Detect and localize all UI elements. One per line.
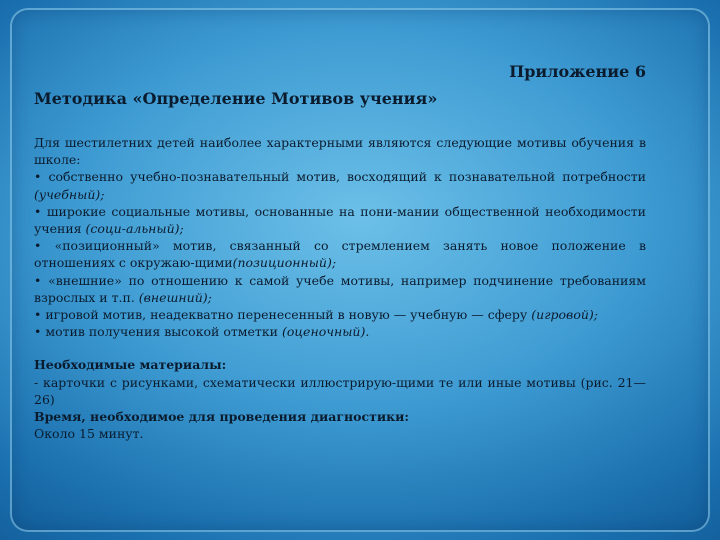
- appendix-label: Приложение 6: [509, 62, 646, 81]
- section-spacer: [34, 340, 646, 356]
- motive-text: • широкие социальные мотивы, основанные на пони-мании общественной необходимости учения: [34, 203, 646, 237]
- motive-item: [34, 168, 646, 202]
- motive-type: (игровой);: [531, 307, 598, 323]
- motive-item: [34, 272, 646, 306]
- motive-item: [34, 203, 646, 237]
- motive-text: • «позиционный» мотив, связанный со стремлением занять новое положение в отношениях с окружаю-щими: [34, 238, 646, 271]
- motive-type: (позиционный);: [232, 255, 337, 271]
- materials-text: - карточки с рисунками, схематически иллюстрирую-щими те или иные мотивы (рис. 21—26): [34, 374, 646, 407]
- materials-heading: Необходимые материалы:: [34, 357, 227, 373]
- motive-text: • «внешние» по отношению к самой учебе мотивы, например подчинение требованиям взрослых и т.п.: [34, 272, 646, 305]
- motive-type: (оценочный).: [281, 324, 370, 340]
- time-heading: Время, необходимое для проведения диагностики:: [34, 409, 409, 425]
- motive-type: (внешний);: [138, 289, 212, 305]
- body-text: [34, 134, 646, 442]
- motive-text: • собственно учебно-познавательный мотив, восходящий к познавательной потребности: [34, 169, 646, 185]
- motive-item: [34, 306, 646, 323]
- motive-type: (соци-альный);: [85, 221, 184, 237]
- motive-type: (учебный);: [34, 186, 105, 202]
- motive-text: • игровой мотив, неадекватно перенесенный в новую — учебную — сферу: [34, 307, 532, 323]
- motive-item: [34, 237, 646, 271]
- page-title: Методика «Определение Мотивов учения»: [34, 89, 438, 108]
- time-text: Около 15 минут.: [34, 426, 144, 442]
- intro-paragraph: Для шестилетних детей наиболее характерными являются следующие мотивы обучения в школе:: [34, 135, 646, 168]
- motive-text: • мотив получения высокой отметки: [34, 324, 282, 340]
- motive-item: [34, 323, 646, 340]
